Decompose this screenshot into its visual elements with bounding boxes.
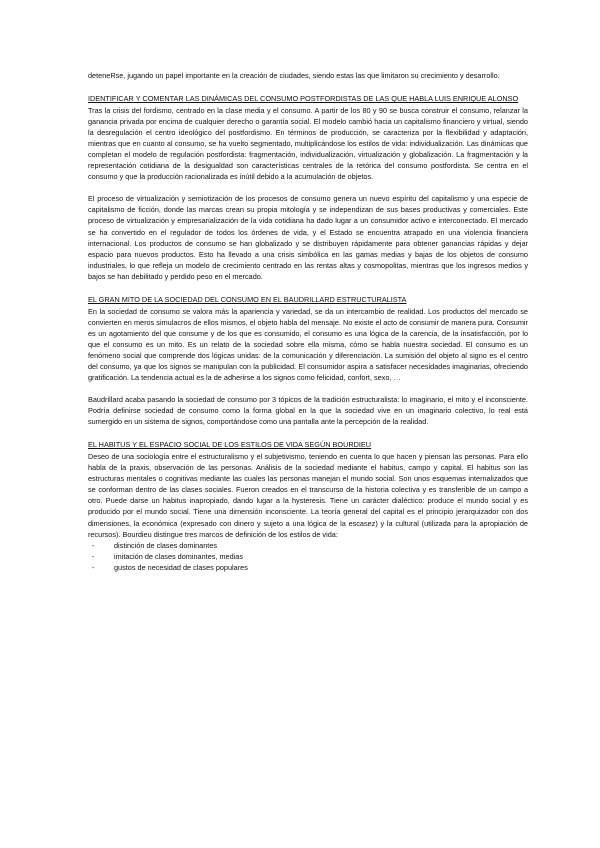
list-item — [92, 562, 528, 573]
lifestyle-list — [88, 540, 528, 573]
list-item — [92, 551, 528, 562]
paragraph: En la sociedad de consumo se valora más la apariencia y variedad, se da un intercambio de realidad. Los productos del mercado se convierten en meros simulacros de ellos mismos, el objeto habla del mensaje. No existe el acto de consumir de manera pura. Consumir es un agotamiento del que consume y de los que es consumido, el consumo es una lógica de la carencia, de la insatisfacción, por lo que el consumo es un mito. Es un relato de la sociedad sobre ella misma, cómo se habla nuestra sociedad. El consumo es un fenómeno social que comprende dos lógicas unidas: de la comunicación y diferenciación. La sumisión del objeto al signo es el centro del consumo, ya que los signos se manipulan con la publicidad. El consumidor aspira a satisfacer necesidades imaginarias, ofreciendo gratificación. La tendencia actual es la de adherirse a los signos como felicidad, confort, sexo, … — [88, 306, 528, 383]
section-heading-postfordismo: IDENTIFICAR Y COMENTAR LAS DINÁMICAS DEL CONSUMO POSTFORDISTAS DE LAS QUE HABLA LUIS ENRIQUE ALONSO — [88, 94, 519, 104]
section-heading-bourdieu: EL HABITUS Y EL ESPACIO SOCIAL DE LOS ESTILOS DE VIDA SEGÚN BOURDIEU — [88, 440, 372, 450]
list-marker: - — [92, 540, 95, 550]
section-heading-baudrillard: EL GRAN MITO DE LA SOCIEDAD DEL CONSUMO EN EL BAUDRILLARD ESTRUCTURALISTA — [88, 295, 407, 304]
list-marker: - — [92, 562, 95, 572]
paragraph: Deseo de una sociología entre el estructuralismo y el subjetivismo, teniendo en cuenta lo que hacen y piensan las personas. Para ello habla de la praxis, observación de las personas. Análisis de la sociedad mediante el habitus, campo y capital. El habitus son las estructuras mentales o cognitivas mediante las cuales las personas manejan el mundo social. Son unos esquemas internalizados que se conforman dentro de las clases sociales. Fueron creados en el transcurso de la historia colectiva y es transferible de un campo a otro. Puede darse un habitus inapropiado, dando lugar a la hysteresis. Tiene un carácter dialéctico: produce el mundo social y es producido por el mundo social. Tiene una dimensión inconsciente. La teoría general del capital es el principio jerarquizador con dos dimensiones, la económica (expresado con dinero y sujeto a una lógica de la escasez) y la cultural (utilizada para la apropiación de recursos). Bourdieu distingue tres marcos de definición de los estilos de vida: — [88, 451, 528, 539]
list-item-text: imitación de clases dominantes, medias — [114, 551, 243, 561]
list-item-text: distinción de clases dominantes — [114, 540, 218, 550]
list-item — [92, 540, 528, 551]
paragraph: Baudrillard acaba pasando la sociedad de consumo por 3 tópicos de la tradición estructuralista: lo imaginario, el mito y el inconsciente. Podría definirse sociedad de consumo como la forma global en la que la sociedad vive en un imaginario colectivo, lo real está sumergido en un sistema de signos, comportándose como una pantalla ante la percepción de la realidad. — [88, 395, 528, 427]
paragraph: El proceso de virtualización y semiotización de los procesos de consumo genera un nuevo espíritu del capitalismo y una especie de capitalismo de ficción, donde las marcas crean su propia mitología y se independizan de sus bases productivas y comerciales. Este proceso de virtualización y empresarialización de la vida cotidiana ha dado lugar a un consumidor activo e interconectado. El mercado se ha convertido en el regulador de todos los órdenes de vida, y el Estado se encuentra atrapado en una violencia financiera internacional. Los productos de consumo se han globalizado y se distribuyen rápidamente para obtener ganancias rápidas y dejar espacio para nuevos productos. Esto ha llevado a una crisis simbólica en las gamas medias y bajas de los objetos de consumo industriales, lo que refleja un modelo de crecimiento centrado en las rentas altas y cosmopolitas, mientras que los ingresos medios y bajos se han debilitado y perdido peso en el mercado. — [88, 194, 528, 281]
intro-paragraph: deteneRse, jugando un papel importante en la creación de ciudades, siendo estas las que limitaron su crecimiento y desarrollo. — [88, 71, 500, 80]
list-marker: - — [92, 551, 95, 561]
paragraph: Tras la crisis del fordismo, centrado en la clase media y el consumo. A partir de los 80 y 90 se busca construir el consumo, relanzar la ganancia privada por encima de cualquier derecho o garantía social. El modelo cambió hacia un capitalismo financiero y virtual, siendo la desregulación el centro ideológico del postfordismo. En términos de producción, se caracteriza por la flexibilidad y adaptación, mientras que en cuanto al consumo, se ha vuelto segmentado, multiplicándose los estilos de vida: individualización. Las dinámicas que completan el modelo de regulación postfordista: fragmentación, individualización, virtualización y globalización. La fragmentación y la representación cotidiana de la desigualdad son características centrales de la retórica del consumo postfordista. Se centra en el consumo y que la producción racionalizada es inútil debido a la acumulación de objetos. — [88, 105, 528, 182]
list-item-text: gustos de necesidad de clases populares — [114, 562, 248, 572]
